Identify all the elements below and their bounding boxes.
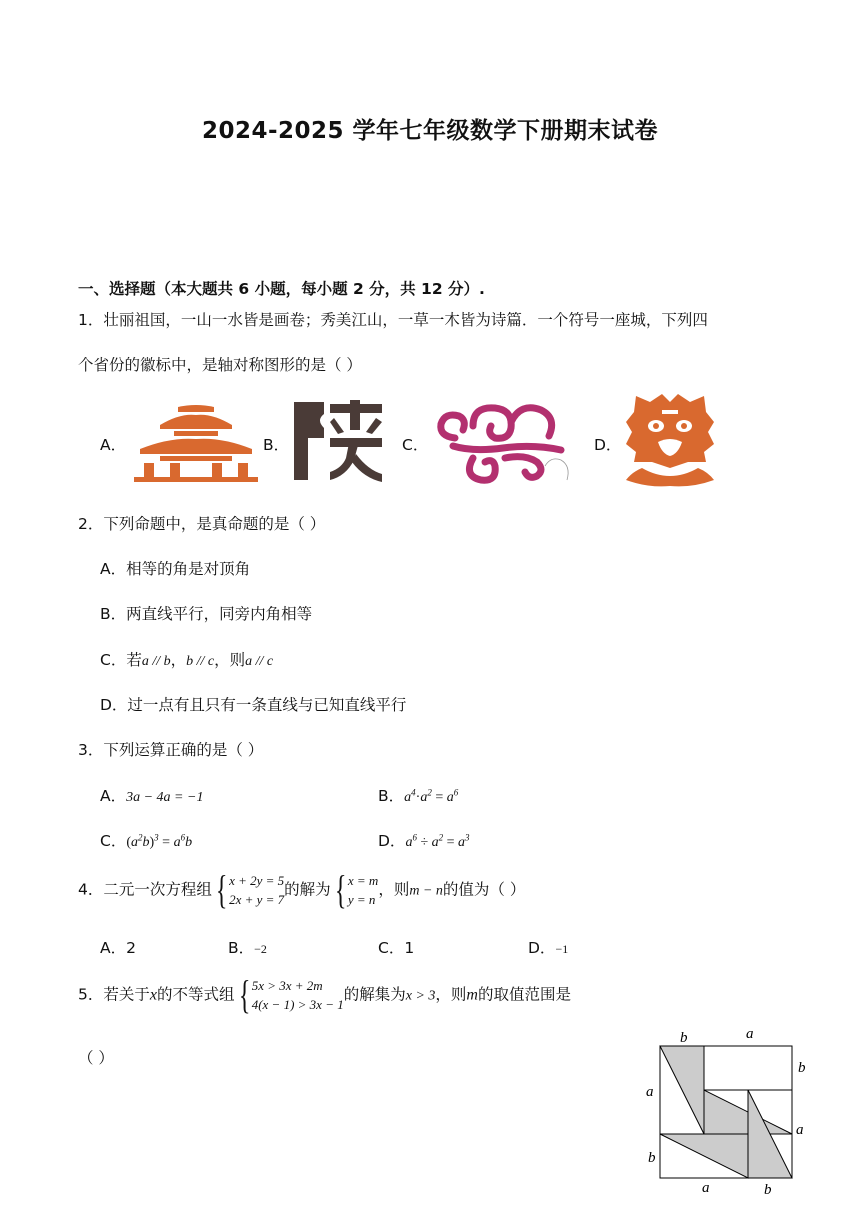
- q5-part1: 5．若关于: [78, 985, 150, 1004]
- q3-option-c-label: C．: [100, 832, 127, 850]
- label-bottom-a: a: [702, 1180, 710, 1196]
- square-diagram: [640, 1022, 820, 1198]
- label-top-b: b: [680, 1030, 688, 1046]
- q4-option-a[interactable]: A．2: [100, 939, 136, 957]
- building-emblem-icon: [130, 403, 262, 483]
- q4-equation-1: x + 2y = 5: [229, 873, 285, 888]
- q4-option-d-value: −1: [555, 942, 569, 956]
- q5-inequality-1: 5x > 3x + 2m: [251, 978, 323, 993]
- q1-stem-line1: 1．壮丽祖国，一山一水皆是画卷；秀美江山，一草一木皆为诗篇．一个符号一座城，下列四: [78, 311, 708, 329]
- q4-option-b[interactable]: [228, 936, 267, 958]
- q5-inequality-system: { 5x > 3x + 2m 4(x − 1) > 3x − 1: [238, 972, 344, 1017]
- q2-option-c-prefix: C．若: [100, 651, 142, 669]
- q3-option-d-math: $a^6 \div a^2 = a^3$: [405, 832, 470, 850]
- label-right-b: b: [798, 1060, 806, 1076]
- q4-option-b-value: −2: [254, 942, 267, 956]
- q2-option-c[interactable]: [100, 648, 273, 670]
- q3-option-d[interactable]: [378, 829, 470, 851]
- q4-expression: m − n: [409, 883, 443, 899]
- q3-option-a[interactable]: [100, 784, 203, 806]
- shaded-triangle-1: [660, 1046, 704, 1134]
- q2-option-a[interactable]: A．相等的角是对顶角: [100, 560, 251, 578]
- q4-solution-system: { x = m y = n: [334, 867, 379, 912]
- q3-option-b-label: B．: [378, 787, 405, 805]
- q3-option-c-math: $(a^2b)^3 = a^6b$: [126, 832, 193, 850]
- page-title: 2024-2025 学年七年级数学下册期末试卷: [201, 118, 659, 144]
- q5-variable-m: m: [466, 986, 478, 1004]
- shaan-character-emblem-icon: [290, 398, 386, 484]
- q4-option-b-label: B．: [228, 939, 255, 957]
- q5-inequality-2: 4(x − 1) > 3x − 1: [251, 997, 344, 1012]
- q2-option-c-math2: b // c: [186, 654, 215, 669]
- q2-stem: 2．下列命题中，是真命题的是（ ）: [78, 515, 326, 533]
- q1-option-d[interactable]: D．: [594, 436, 622, 454]
- q4-option-c[interactable]: C．1: [378, 939, 415, 957]
- q2-option-d[interactable]: D．过一点有且只有一条直线与已知直线平行: [100, 696, 407, 714]
- q4-suffix: 的值为（ ）: [442, 880, 526, 899]
- q3-option-a-math: 3a − 4a = −1: [126, 790, 204, 805]
- q5-condition: x > 3: [405, 988, 436, 1004]
- section-heading: 一、选择题（本大题共 6 小题，每小题 2 分，共 12 分）.: [78, 280, 485, 298]
- q4-equation-2: 2x + y = 7: [229, 892, 285, 907]
- q2-option-c-mid: ，则: [214, 651, 246, 669]
- label-right-a: a: [796, 1122, 804, 1138]
- q1-option-a[interactable]: A．: [100, 436, 127, 454]
- q3-stem: 3．下列运算正确的是（ ）: [78, 741, 264, 759]
- q4-then: ，则: [378, 880, 410, 899]
- q5-part2: 的不等式组: [156, 985, 235, 1004]
- label-bottom-b: b: [764, 1182, 772, 1198]
- q5-stem-line2: （ ）: [78, 1049, 114, 1067]
- q4-equation-system: { x + 2y = 5 2x + y = 7: [215, 867, 285, 912]
- q1-option-c[interactable]: C．: [402, 436, 429, 454]
- q2-option-c-math1: a // b: [141, 654, 171, 669]
- q4-option-d-label: D．: [528, 939, 556, 957]
- q3-option-b[interactable]: [378, 784, 458, 806]
- q3-option-c[interactable]: [100, 829, 192, 851]
- shaded-triangle-3: [660, 1134, 748, 1178]
- q4-mid: 的解为: [284, 880, 331, 899]
- lion-face-emblem-icon: [622, 392, 718, 488]
- q1-option-b[interactable]: B．: [263, 436, 290, 454]
- q2-option-c-math3: a // c: [245, 654, 274, 669]
- q4-stem: [78, 867, 526, 912]
- q2-option-c-sep: ，: [170, 651, 187, 669]
- q5-part4: ，则: [435, 985, 467, 1004]
- q4-solution-y: y = n: [347, 892, 376, 907]
- q5-stem: [78, 972, 571, 1017]
- q5-part5: 的取值范围是: [477, 985, 571, 1004]
- q4-option-d[interactable]: [528, 936, 568, 958]
- q3-option-a-label: A．: [100, 787, 127, 805]
- q4-solution-x: x = m: [347, 873, 379, 888]
- label-left-a: a: [646, 1084, 654, 1100]
- q1-stem-line2: 个省份的徽标中，是轴对称图形的是（ ）: [78, 356, 362, 374]
- q2-option-b[interactable]: B．两直线平行，同旁内角相等: [100, 605, 313, 623]
- label-top-a: a: [746, 1026, 754, 1042]
- q5-part3: 的解集为: [343, 985, 406, 1004]
- q4-prefix: 4．二元一次方程组: [78, 880, 212, 899]
- cloud-emblem-icon: [433, 396, 573, 488]
- label-left-b: b: [648, 1150, 656, 1166]
- q3-option-d-label: D．: [378, 832, 406, 850]
- q5-variable-x: x: [149, 986, 157, 1004]
- q3-option-b-math: $a^4\cdot a^2 = a^6$: [404, 787, 459, 805]
